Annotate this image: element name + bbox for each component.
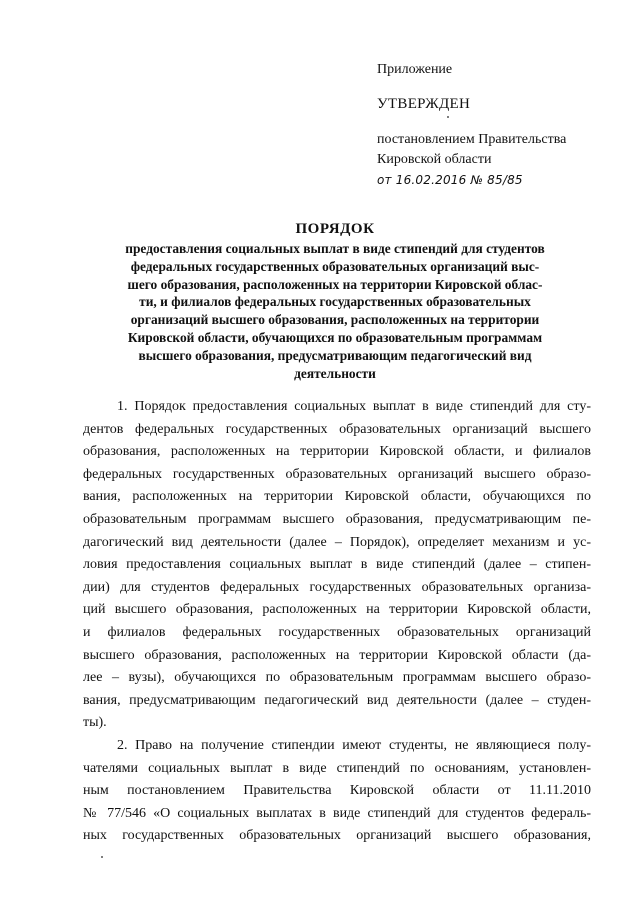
appendix-label: Приложение [377,62,453,77]
title-line: шего образования, расположенных на территории Кировской облас- [127,276,543,292]
title-line: ти, и филиалов федеральных государственных образовательных [139,294,531,310]
body-line: ловия предоставления социальных выплат в виде стипендий (далее – стипен- [83,557,591,573]
title-line: высшего образования, предусматривающим педагогический вид [138,347,532,363]
title-line: деятельности [294,365,376,381]
title-line: Кировской области, обучающихся по образовательным программам [127,329,543,345]
body-line: вания, предусматривающим педагогический вид деятельности (далее – студен- [83,692,591,708]
title-main: ПОРЯДОК [295,221,375,237]
body-line: дии) для студентов федеральных государственных образовательных организа- [83,579,591,595]
body-line: образовательным программам высшего образования, предусматривающим пе- [83,511,591,527]
body-line: высшего образования, расположенных на территории Кировской области (да- [83,647,591,663]
body-line: федеральных государственных образовательных организаций высшего образо- [83,466,591,482]
body-line: дагогический вид деятельности (далее – Порядок), определяет механизм и ус- [83,534,591,550]
scan-speck [101,856,103,858]
title-subtitle [100,240,570,382]
body-line: 2. Право на получение стипендии имеют студенты, не являющиеся полу- [117,737,591,753]
title-line: федеральных государственных образовательных организаций выс- [130,258,540,274]
body-line: вания, расположенных на территории Кировской области, обучающихся по [83,489,591,505]
body-line: и филиалов федеральных государственных образовательных организаций [83,624,591,640]
body-line: лее – вузы), обучающихся по образовательным программам высшего образо- [83,670,591,686]
title-line: организаций высшего образования, расположенных на территории [130,312,540,328]
approved-heading: УТВЕРЖДЕН [377,96,471,112]
title-line: предоставления социальных выплат в виде стипендий для студентов [125,241,545,256]
body-line: ным постановлением Правительства Кировской области от 11.11.2010 [83,783,591,799]
body-line: дентов федеральных государственных образовательных организаций высшего [83,421,591,437]
body-line: ты). [83,715,107,731]
scan-speck [447,116,449,118]
resolution-line-1: постановлением Правительства [377,132,567,147]
document-title [100,218,570,382]
body-line: чателями социальных выплат в виде стипендий по основаниям, установлен- [83,760,591,776]
body-line: образования, расположенных на территории Кировской области, и филиалов [83,444,591,460]
approval-block [377,60,627,190]
body-line: ных государственных образовательных организаций высшего образования, [83,828,591,844]
body-line: ций высшего образования, расположенных на территории Кировской области, [83,602,591,618]
paragraph-2 [83,735,591,848]
resolution-line-2: Кировской области [377,152,492,167]
date-number-handwritten: от 16.02.2016 № 85/85 [377,173,523,187]
paragraph-1 [83,396,591,735]
document-body [83,396,591,848]
body-line: 1. Порядок предоставления социальных выплат в виде стипендий для сту- [117,399,591,414]
body-line: № 77/546 «О социальных выплатах в виде стипендий для студентов федераль- [83,805,591,821]
